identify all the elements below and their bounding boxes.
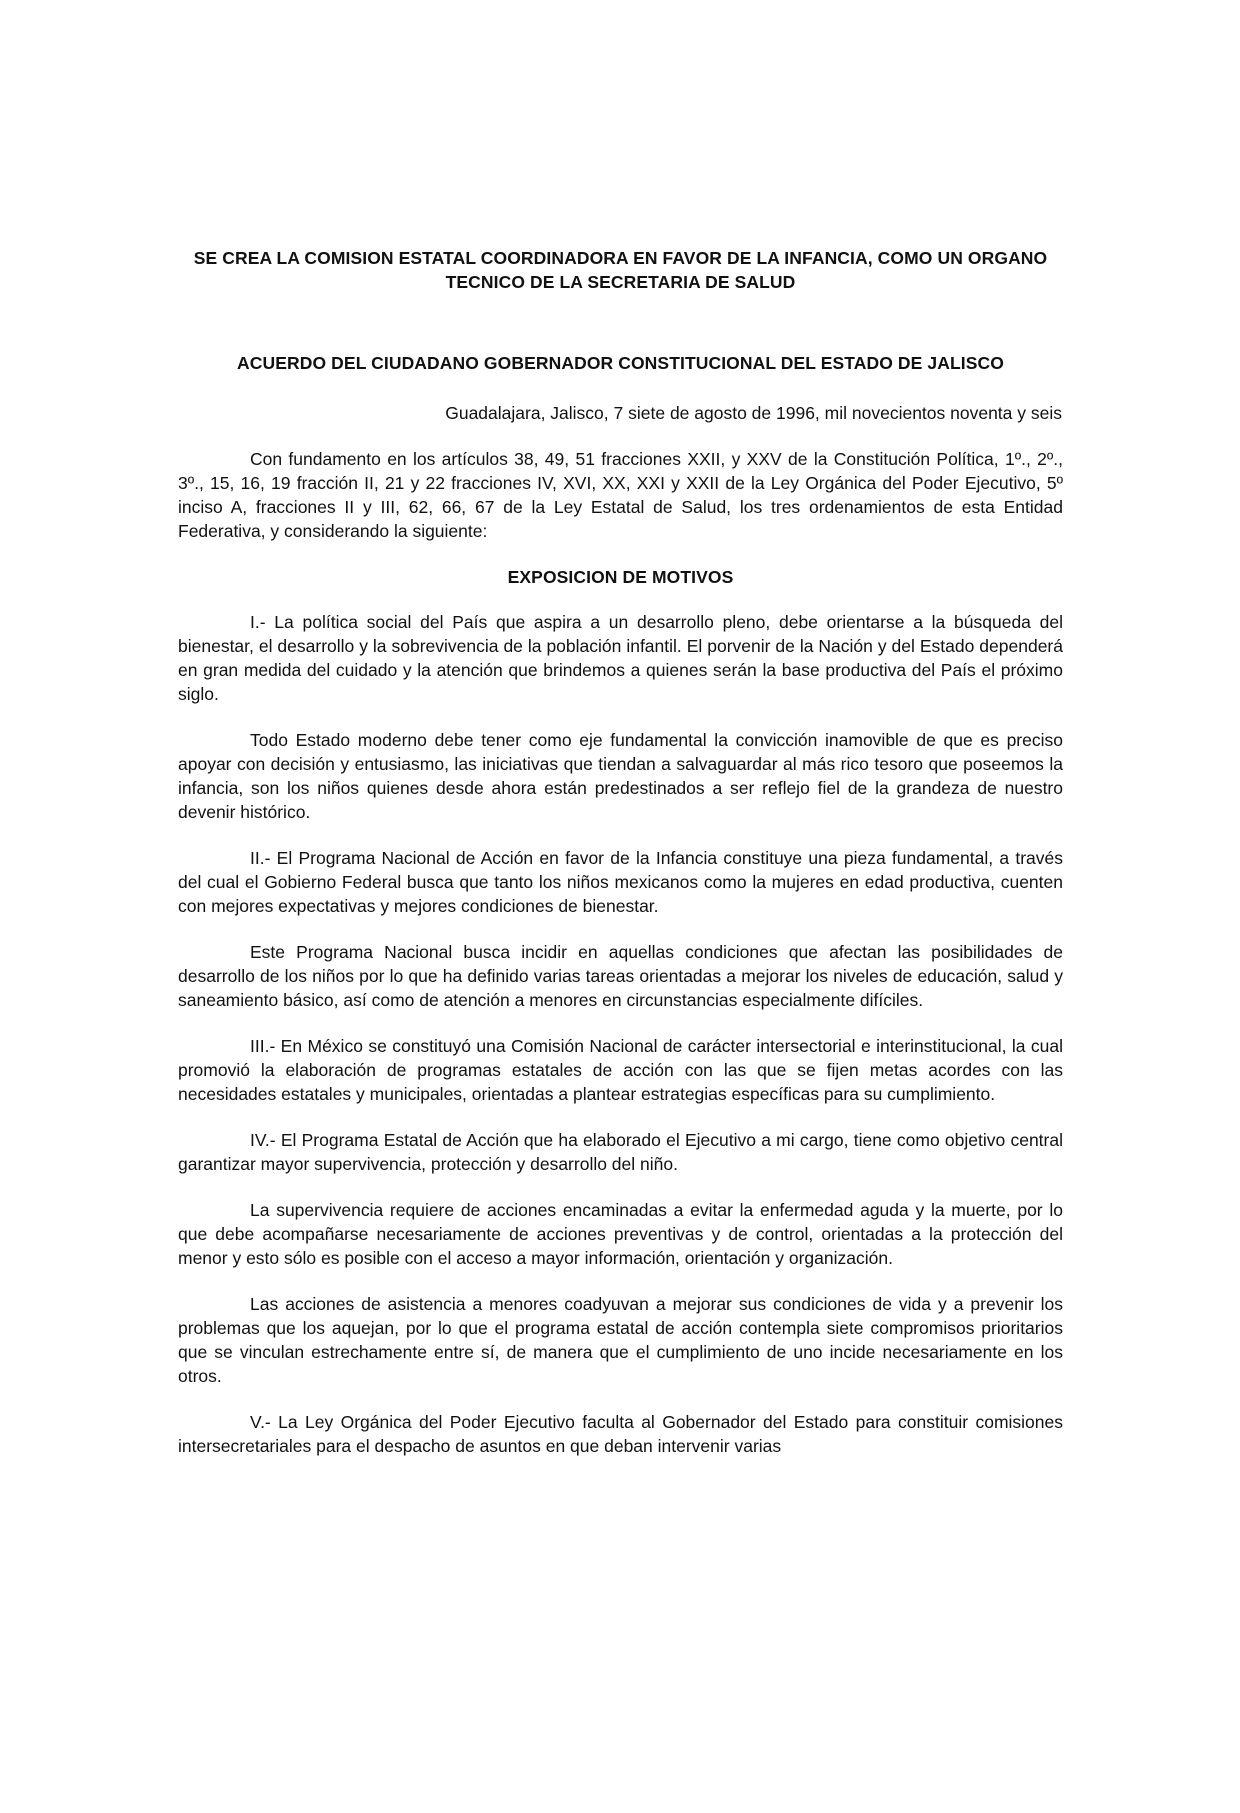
document-title: SE CREA LA COMISION ESTATAL COORDINADORA EN FAVOR DE LA INFANCIA, COMO UN ORGANO TECNICO DE LA SECRETARIA DE SALUD xyxy=(193,248,1048,292)
paragraph-6: IV.- El Programa Estatal de Acción que ha elaborado el Ejecutivo a mi cargo, tiene como objetivo central garantizar mayor supervivencia, protección y desarrollo del niño. xyxy=(178,1130,1063,1174)
document-subtitle: ACUERDO DEL CIUDADANO GOBERNADOR CONSTITUCIONAL DEL ESTADO DE JALISCO xyxy=(237,353,1004,373)
paragraph-4: Este Programa Nacional busca incidir en aquellas condiciones que afectan las posibilidades de desarrollo de los niños por lo que ha definido varias tareas orientadas a mejorar los niveles de educación, salud y saneamiento básico, así como de atención a menores en circunstancias especialmente difíciles. xyxy=(178,942,1063,1010)
dateline: Guadalajara, Jalisco, 7 siete de agosto de 1996, mil novecientos noventa y seis xyxy=(445,403,1062,423)
paragraph-8: Las acciones de asistencia a menores coadyuvan a mejorar sus condiciones de vida y a prevenir los problemas que los aquejan, por lo que el programa estatal de acción contempla siete compromisos prioritarios que se vinculan estrechamente entre sí, de manera que el cumplimiento de uno incide necesariamente en los otros. xyxy=(178,1294,1063,1386)
paragraph-2: Todo Estado moderno debe tener como eje fundamental la convicción inamovible de que es preciso apoyar con decisión y entusiasmo, las iniciativas que tiendan a salvaguardar al más rico tesoro que poseemos la infancia, son los niños quienes desde ahora están predestinados a ser reflejo fiel de la grandeza de nuestro devenir histórico. xyxy=(178,730,1063,822)
preamble-paragraph: Con fundamento en los artículos 38, 49, 51 fracciones XXII, y XXV de la Constitución Política, 1º., 2º., 3º., 15, 16, 19 fracción II, 21 y 22 fracciones IV, XVI, XX, XXI y XXII de la Ley Orgánica del Poder Ejecutivo, 5º inciso A, fracciones II y III, 62, 66, 67 de la Ley Estatal de Salud, los tres ordenamientos de esta Entidad Federativa, y considerando la siguiente: xyxy=(178,449,1063,541)
paragraph-5: III.- En México se constituyó una Comisión Nacional de carácter intersectorial e interinstitucional, la cual promovió la elaboración de programas estatales de acción con las que se fijen metas acordes con las necesidades estatales y municipales, orientadas a plantear estrategias específicas para su cumplimiento. xyxy=(178,1036,1063,1104)
document-body xyxy=(178,246,1063,1480)
paragraph-9: V.- La Ley Orgánica del Poder Ejecutivo faculta al Gobernador del Estado para constituir comisiones intersecretariales para el despacho de asuntos en que deban intervenir varias xyxy=(178,1412,1063,1456)
paragraph-7: La supervivencia requiere de acciones encaminadas a evitar la enfermedad aguda y la muerte, por lo que debe acompañarse necesariamente de acciones preventivas y de control, orientadas a la protección del menor y esto sólo es posible con el acceso a mayor información, orientación y organización. xyxy=(178,1200,1063,1268)
section-heading: EXPOSICION DE MOTIVOS xyxy=(507,567,734,587)
paragraph-1: I.- La política social del País que aspira a un desarrollo pleno, debe orientarse a la búsqueda del bienestar, el desarrollo y la sobrevivencia de la población infantil. El porvenir de la Nación y del Estado dependerá en gran medida del cuidado y la atención que brindemos a quienes serán la base productiva del País el próximo siglo. xyxy=(178,612,1063,704)
paragraph-3: II.- El Programa Nacional de Acción en favor de la Infancia constituye una pieza fundamental, a través del cual el Gobierno Federal busca que tanto los niños mexicanos como la mujeres en edad productiva, cuenten con mejores expectativas y mejores condiciones de bienestar. xyxy=(178,848,1063,916)
